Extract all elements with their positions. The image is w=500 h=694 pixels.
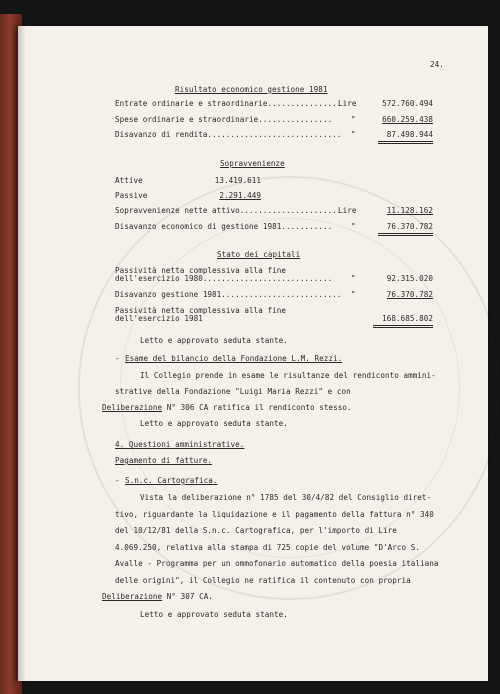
double-rule <box>378 141 433 144</box>
document-page <box>18 26 488 681</box>
netto-value: 11.128.162 <box>386 206 433 215</box>
risultato-row-label: Entrate ordinarie e straordinarie................ <box>115 99 342 108</box>
stato-row1-line1: Passività netta complessiva alla fine <box>115 266 287 275</box>
passive-label: Passive <box>115 191 148 200</box>
snc-line: tivo, riguardante la liquidazione e il pagamento della fattura n° 340 <box>115 510 434 519</box>
section-4-subtitle: Pagamento di fatture. <box>115 456 213 465</box>
snc-line: Vista la deliberazione n° 1785 del 30/4/82 del Consiglio diret- <box>140 493 432 502</box>
snc-line: 4.069.250, relativa alla stampa di 725 copie del volume "D'Arco S. <box>115 543 421 552</box>
section-4-title: 4. Questioni amministrative. <box>115 440 245 449</box>
double-rule <box>373 325 433 328</box>
risultato-row-label: Disavanzo di rendita............................. <box>115 130 342 139</box>
risultato-row-label: Spese ordinarie e straordinarie................ <box>115 115 333 124</box>
stato-title: Stato dei capitali <box>217 250 301 259</box>
deliberazione-link: Deliberazione <box>102 403 163 412</box>
stato-row1-unit: " <box>351 274 356 283</box>
double-rule <box>378 233 433 236</box>
stato-row3-line1: Passività netta complessiva alla fine <box>115 306 287 315</box>
approvato-text: Letto e approvato seduta stante. <box>140 336 288 345</box>
snc-last-line <box>102 592 213 601</box>
risultato-title: Risultato economico gestione 1981 <box>175 85 328 94</box>
attive-value: 13.419.611 <box>214 176 261 185</box>
snc-line: Avalle - Programma per un ommofonario automatico della poesia italiana <box>115 559 439 568</box>
stato-row3-value: 168.685.802 <box>382 314 433 323</box>
stato-row2-value: 76.370.782 <box>386 290 433 299</box>
passive-value: 2.291.449 <box>219 191 261 200</box>
snc-last-line-rest: N° 307 CA. <box>162 592 213 601</box>
snc-heading: S.n.c. Cartografica. <box>125 476 218 485</box>
snc-line: delle origini", il Collegio ne ratifica il contenuto con propria <box>115 576 411 585</box>
risultato-row-unit: " <box>351 115 356 124</box>
attive-label: Attive <box>115 176 143 185</box>
risultato-row-unit: Lire <box>338 99 357 108</box>
disavanzo-label: Disavanzo economico di gestione 1981........... <box>115 222 333 231</box>
stato-row1-line2: dell'esercizio 1980............................ <box>115 274 333 283</box>
stato-row2-label: Disavanzo gestione 1981.......................... <box>115 290 342 299</box>
risultato-row-unit: " <box>351 130 356 139</box>
fondazione-line-3-rest: N° 306 CA ratifica il rendiconto stesso. <box>162 403 352 412</box>
deliberazione-link: Deliberazione <box>102 592 163 601</box>
approvato-text: Letto e approvato seduta stante. <box>140 610 288 619</box>
page-number: 24. <box>430 60 444 69</box>
snc-line: del 10/12/81 della S.n.c. Cartografica, per l'importo di Lire <box>115 526 397 535</box>
disavanzo-value: 76.370.782 <box>386 222 433 231</box>
fondazione-dash: - <box>115 354 120 363</box>
snc-dash: - <box>115 476 120 485</box>
risultato-row-value: 87.498.944 <box>386 130 433 139</box>
fondazione-line-3 <box>102 403 352 412</box>
risultato-row-value: 660.259.438 <box>382 115 433 124</box>
netto-label: Sopravvenienze nette attivo...................... <box>115 206 342 215</box>
page-shadow <box>18 26 26 681</box>
approvato-text: Letto e approvato seduta stante. <box>140 419 288 428</box>
stato-row3-line2: dell'esercizio 1981 <box>115 314 203 323</box>
disavanzo-unit: " <box>351 222 356 231</box>
fondazione-line: Il Collegio prende in esame le risultanze del rendiconto ammini- <box>140 371 436 380</box>
sopravvenienze-title: Sopravvenienze <box>220 159 285 168</box>
stato-row1-value: 92.315.020 <box>386 274 433 283</box>
fondazione-heading: Esame del bilancio della Fondazione L.M. Rezzi. <box>125 354 343 363</box>
netto-unit: Lire <box>338 206 357 215</box>
stato-row2-unit: " <box>351 290 356 299</box>
risultato-row-value: 572.760.494 <box>382 99 433 108</box>
fondazione-line: strative della Fondazione "Luigi Maria Rezzi" e con <box>115 387 351 396</box>
